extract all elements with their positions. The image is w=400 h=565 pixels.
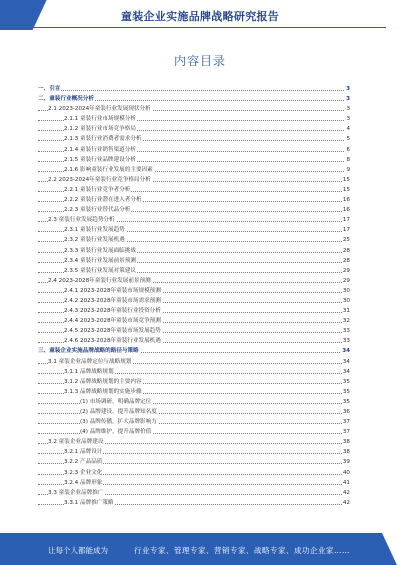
toc-entry-title: 2.4.3 2023-2028年童装行业投资分析 xyxy=(64,308,161,315)
page-header xyxy=(0,0,400,30)
toc-entry[interactable] xyxy=(38,357,350,367)
toc-entry-title: 2.3.2 童装行业发展机遇 xyxy=(64,237,125,244)
toc-entry-page: 3 xyxy=(345,84,350,94)
toc-entry-title: 3.2 童装企业品牌建设 xyxy=(48,439,104,446)
toc-entry-title: 3.1.3 品牌战略规划的实施步骤 xyxy=(64,388,142,395)
toc-entry-title: 2.4.2 2023-2028年童装市场需求预测 xyxy=(64,297,161,304)
toc-entry[interactable] xyxy=(38,447,350,457)
toc-entry[interactable] xyxy=(38,124,350,134)
toc-entry-page: 17 xyxy=(342,225,350,235)
toc-entry-title: 2.3 童装行业发展趋势分析 xyxy=(48,217,115,224)
toc-entry[interactable] xyxy=(38,468,350,478)
toc-entry-page: 37 xyxy=(342,427,350,437)
toc-entry-title: 一、引言 xyxy=(38,86,61,92)
toc-entry-title: (1) 市场调研，明确品牌定位 xyxy=(80,398,152,405)
toc-entry-title: 2.2.3 童装行业替代品分析 xyxy=(64,207,131,214)
toc-entry-page: 37 xyxy=(342,417,350,427)
toc-entry-title: 2.3.1 童装行业发展趋势 xyxy=(64,227,125,234)
toc-entry-page: 42 xyxy=(342,498,350,508)
toc-entry-title: 2.4 2023-2028年童装行业发展前景预测 xyxy=(48,277,151,284)
toc-entry[interactable] xyxy=(38,205,350,215)
toc-entry[interactable] xyxy=(38,155,350,165)
toc-entry-page: 35 xyxy=(342,387,350,397)
toc-entry-page: 32 xyxy=(342,316,350,326)
toc-entry[interactable] xyxy=(38,407,350,417)
toc-entry[interactable] xyxy=(38,215,350,225)
toc-entry[interactable] xyxy=(38,377,350,387)
toc-entry[interactable] xyxy=(38,94,350,104)
toc-entry-page: 17 xyxy=(342,215,350,225)
toc-entry-page: 34 xyxy=(342,357,350,367)
toc-entry-title: 2.1 2023-2024年童装行业发展现状分析 xyxy=(48,106,151,113)
toc-entry-title: (4) 品牌维护，提升品牌价值 xyxy=(80,429,152,436)
toc-entry-page: 8 xyxy=(345,155,350,165)
toc-heading: 内容目录 xyxy=(173,54,226,68)
page-footer xyxy=(0,533,400,565)
toc-entry-page: 29 xyxy=(342,276,350,286)
toc-entry-title: 3.2.4 品牌形象 xyxy=(64,479,103,486)
toc-entry-page: 28 xyxy=(342,246,350,256)
toc-entry-title: 2.1.5 童装行业品牌建设分析 xyxy=(64,156,136,163)
toc-entry[interactable] xyxy=(38,498,350,508)
footer-corner-shape xyxy=(356,533,400,565)
toc-entry[interactable] xyxy=(38,427,350,437)
toc-entry-page: 3 xyxy=(345,94,350,104)
toc-entry[interactable] xyxy=(38,185,350,195)
toc-entry-title: 3.3.1 品牌推广策略 xyxy=(64,499,114,506)
toc-entry-title: 2.1.6 影响童装行业发展的主要因素 xyxy=(64,166,153,173)
toc-entry[interactable] xyxy=(38,387,350,397)
toc-entry[interactable] xyxy=(38,306,350,316)
toc-entry-page: 28 xyxy=(342,256,350,266)
toc-entry-page: 38 xyxy=(342,437,350,447)
toc-entry-title: 2.1.1 童装行业市场规模分析 xyxy=(64,116,136,123)
toc-entry-title: 3.3 童装企业品牌推广 xyxy=(48,489,104,496)
toc-entry-title: 3.2.1 品牌设计 xyxy=(64,449,103,456)
toc-entry[interactable] xyxy=(38,276,350,286)
toc-entry-page: 30 xyxy=(342,296,350,306)
toc-entry[interactable] xyxy=(38,316,350,326)
table-of-contents xyxy=(38,84,350,508)
toc-entry-page: 5 xyxy=(345,134,350,144)
toc-entry-title: 3.2.3 企业文化 xyxy=(64,469,103,476)
toc-entry-title: 三、童装企业实施品牌战略的路径与策略 xyxy=(38,348,139,355)
toc-entry[interactable] xyxy=(38,256,350,266)
toc-entry-page: 30 xyxy=(342,286,350,296)
toc-entry-title: 2.1.2 童装行业市场竞争格局 xyxy=(64,126,136,133)
toc-entry[interactable] xyxy=(38,235,350,245)
toc-entry-page: 3 xyxy=(345,114,350,124)
toc-entry-title: 2.4.5 2023-2028年童装市场发展趋势 xyxy=(64,328,161,335)
toc-entry[interactable] xyxy=(38,488,350,498)
toc-entry-title: 二、童装行业概况分析 xyxy=(38,96,94,103)
toc-entry-title: 2.4.1 2023-2028年童装市场规模预测 xyxy=(64,287,161,294)
report-title: 童装企业实施品牌战略研究报告 xyxy=(120,10,280,23)
toc-entry-page: 33 xyxy=(342,336,350,346)
toc-entry-title: 3.2.2 产品品质 xyxy=(64,459,103,466)
toc-entry[interactable] xyxy=(38,165,350,175)
toc-entry-title: 2.2.1 童装行业竞争者分析 xyxy=(64,186,131,193)
toc-entry[interactable] xyxy=(38,346,350,356)
toc-entry[interactable] xyxy=(38,478,350,488)
toc-entry[interactable] xyxy=(38,417,350,427)
toc-entry-title: (3) 品牌传播，扩大品牌影响力 xyxy=(80,419,157,426)
toc-entry-page: 31 xyxy=(342,306,350,316)
toc-entry-page: 29 xyxy=(342,266,350,276)
toc-entry[interactable] xyxy=(38,296,350,306)
toc-entry[interactable] xyxy=(38,114,350,124)
toc-entry-page: 4 xyxy=(345,124,350,134)
toc-entry-page: 3 xyxy=(345,104,350,114)
toc-entry[interactable] xyxy=(38,134,350,144)
toc-entry-title: 2.1.4 童装行业销售渠道分析 xyxy=(64,146,136,153)
toc-entry[interactable] xyxy=(38,266,350,276)
toc-entry[interactable] xyxy=(38,336,350,346)
toc-entry[interactable] xyxy=(38,326,350,336)
toc-entry-title: 2.4.4 2023-2028年童装市场竞争预测 xyxy=(64,318,161,325)
toc-entry-title: 3.1.1 品牌战略规划 xyxy=(64,368,114,375)
toc-entry-title: 2.2.2 童装行业潜在进入者分析 xyxy=(64,197,142,204)
toc-entry-page: 41 xyxy=(342,478,350,488)
toc-entry-title: 3.1.2 品牌战略规划的主要内容 xyxy=(64,378,142,385)
toc-entry-page: 39 xyxy=(342,457,350,467)
header-divider xyxy=(14,27,386,28)
toc-entry-title: 2.4.6 2023-2028年童装行业发展机遇 xyxy=(64,338,161,345)
toc-entry-title: 2.3.4 童装行业发展前景预测 xyxy=(64,257,136,264)
toc-entry[interactable] xyxy=(38,225,350,235)
toc-entry[interactable] xyxy=(38,195,350,205)
toc-entry-title: 2.3.3 童装行业发展面临挑战 xyxy=(64,247,136,254)
toc-entry-page: 15 xyxy=(342,175,350,185)
toc-entry[interactable] xyxy=(38,104,350,114)
footer-slogan-left: 让每个人都能成为 xyxy=(48,546,108,555)
toc-entry-page: 33 xyxy=(342,326,350,336)
toc-entry[interactable] xyxy=(38,84,350,94)
toc-entry[interactable] xyxy=(38,397,350,407)
toc-entry-page: 6 xyxy=(345,145,350,155)
toc-entry-title: 2.2 2023-2024年童装行业竞争格局分析 xyxy=(48,176,151,183)
toc-entry[interactable] xyxy=(38,437,350,447)
toc-entry-title: 3.1 童装企业品牌定位与战略规划 xyxy=(48,358,132,365)
toc-entry-title: (2) 品牌建设，提升品牌知名度 xyxy=(80,409,157,415)
toc-entry-title: 2.1.3 童装行业消费者需求分析 xyxy=(64,136,142,143)
toc-entry-page: 35 xyxy=(342,397,350,407)
toc-entry-page: 34 xyxy=(341,346,350,356)
toc-entry[interactable] xyxy=(38,145,350,155)
toc-entry[interactable] xyxy=(38,175,350,185)
toc-entry-page: 9 xyxy=(345,165,350,175)
toc-entry[interactable] xyxy=(38,286,350,296)
toc-entry-page: 15 xyxy=(342,185,350,195)
toc-entry-page: 40 xyxy=(342,468,350,478)
toc-entry-page: 16 xyxy=(342,195,350,205)
toc-entry[interactable] xyxy=(38,457,350,467)
toc-entry[interactable] xyxy=(38,246,350,256)
toc-entry-page: 38 xyxy=(342,447,350,457)
toc-entry-page: 36 xyxy=(342,407,350,417)
toc-entry-page: 16 xyxy=(342,205,350,215)
footer-slogan-right: 行业专家、管理专家、营销专家、战略专家、成功企业家…… xyxy=(134,546,350,555)
toc-entry-page: 34 xyxy=(342,367,350,377)
toc-entry-page: 25 xyxy=(342,235,350,245)
toc-entry[interactable] xyxy=(38,367,350,377)
toc-entry-title: 2.3.5 童装行业发展对策建议 xyxy=(64,267,136,274)
toc-entry-page: 42 xyxy=(342,488,350,498)
toc-entry-page: 35 xyxy=(342,377,350,387)
